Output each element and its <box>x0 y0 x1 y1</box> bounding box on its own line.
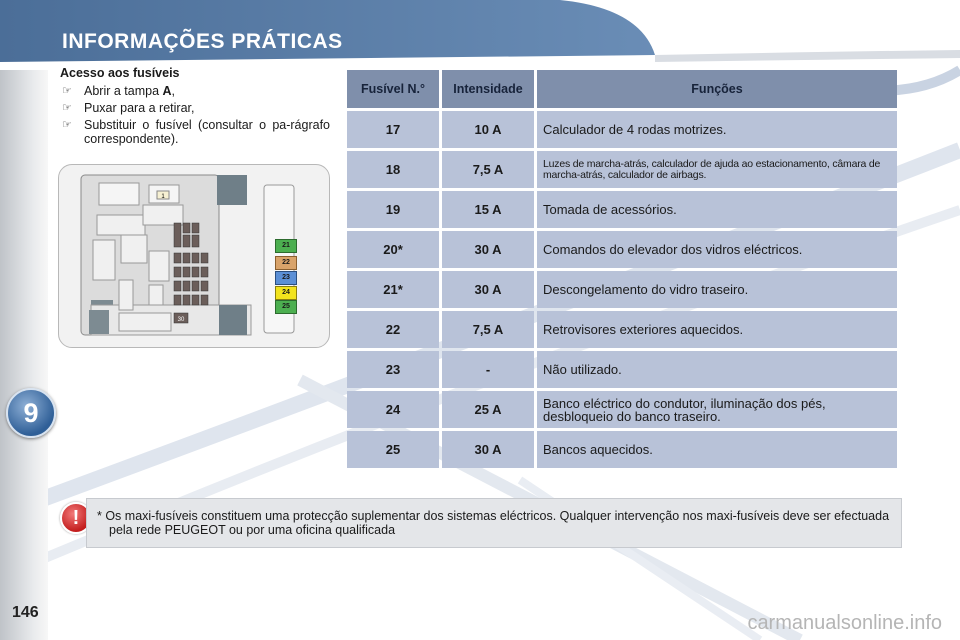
intensity-cell: 30 A <box>442 431 534 468</box>
access-step: ☞ Abrir a tampa A, <box>62 84 176 98</box>
fuse-box-diagram <box>58 164 330 348</box>
table-row <box>347 111 897 148</box>
table-header-row <box>347 70 897 108</box>
access-steps <box>60 84 330 146</box>
fuse-number-cell: 17 <box>347 111 439 148</box>
diagram-label: 30 <box>177 317 185 323</box>
header-intensity: Intensidade <box>442 70 534 108</box>
intensity-cell: - <box>442 351 534 388</box>
fuse-21: 21 <box>275 239 297 253</box>
fuse-24: 24 <box>275 286 297 300</box>
intensity-cell: 7,5 A <box>442 151 534 188</box>
table-row <box>347 391 897 428</box>
pointing-hand-icon: ☞ <box>62 119 72 131</box>
intensity-cell: 30 A <box>442 271 534 308</box>
function-cell: Comandos do elevador dos vidros eléctricos. <box>537 231 897 268</box>
intensity-cell: 7,5 A <box>442 311 534 348</box>
exclamation-icon: ! <box>60 502 92 534</box>
function-cell: Bancos aquecidos. <box>537 431 897 468</box>
table-row <box>347 351 897 388</box>
access-title: Acesso aos fusíveis <box>60 66 180 80</box>
pointing-hand-icon: ☞ <box>62 85 72 97</box>
header-fuse-number: Fusível N.° <box>347 70 439 108</box>
fuse-number-cell: 19 <box>347 191 439 228</box>
header-functions: Funções <box>537 70 897 108</box>
fuse-number-cell: 18 <box>347 151 439 188</box>
pointing-hand-icon: ☞ <box>62 102 72 114</box>
fuse-number-cell: 20* <box>347 231 439 268</box>
intensity-cell: 15 A <box>442 191 534 228</box>
fuse-table-body <box>347 111 897 468</box>
access-instructions <box>60 66 330 149</box>
access-step: ☞ Substituir o fusível (consultar o pa-rágrafo correspondente). <box>62 118 330 146</box>
table-row <box>347 311 897 348</box>
function-cell: Calculador de 4 rodas motrizes. <box>537 111 897 148</box>
fuse-25: 25 <box>275 300 297 314</box>
function-cell: Descongelamento do vidro traseiro. <box>537 271 897 308</box>
function-cell: Não utilizado. <box>537 351 897 388</box>
fuse-23: 23 <box>275 271 297 285</box>
diagram-label: 1 <box>161 194 165 200</box>
left-margin-bar <box>0 70 48 640</box>
function-cell: Luzes de marcha-atrás, calculador de ajuda ao estacionamento, câmara de marcha-atrás, calculador de airbags. <box>537 151 897 188</box>
warning-note-text: * Os maxi-fusíveis constituem uma protecção suplementar dos sistemas eléctricos. Qualquer intervenção nos maxi-fusíveis deve ser efectuada pela rede PEUGEOT ou por uma oficina qualificada <box>97 509 890 537</box>
fuse-number-cell: 25 <box>347 431 439 468</box>
function-cell: Tomada de acessórios. <box>537 191 897 228</box>
header-banner <box>0 0 960 62</box>
intensity-cell: 30 A <box>442 231 534 268</box>
fuse-number-cell: 22 <box>347 311 439 348</box>
table-row <box>347 231 897 268</box>
page-title: INFORMAÇÕES PRÁTICAS <box>62 30 343 53</box>
function-cell: Retrovisores exteriores aquecidos. <box>537 311 897 348</box>
fuse-table <box>344 67 900 471</box>
fuse-number-cell: 21* <box>347 271 439 308</box>
table-row <box>347 151 897 188</box>
fuse-number-cell: 24 <box>347 391 439 428</box>
fuse-22: 22 <box>275 256 297 270</box>
fuse-number-cell: 23 <box>347 351 439 388</box>
page-number: 146 <box>12 604 39 621</box>
chapter-badge: 9 <box>6 388 56 438</box>
table-row <box>347 191 897 228</box>
warning-note <box>86 498 902 548</box>
watermark: carmanualsonline.info <box>747 612 942 634</box>
function-cell: Banco eléctrico do condutor, iluminação dos pés, desbloqueio do banco traseiro. <box>537 391 897 428</box>
table-row <box>347 271 897 308</box>
access-step: ☞ Puxar para a retirar, <box>62 101 195 115</box>
table-row <box>347 431 897 468</box>
intensity-cell: 25 A <box>442 391 534 428</box>
intensity-cell: 10 A <box>442 111 534 148</box>
